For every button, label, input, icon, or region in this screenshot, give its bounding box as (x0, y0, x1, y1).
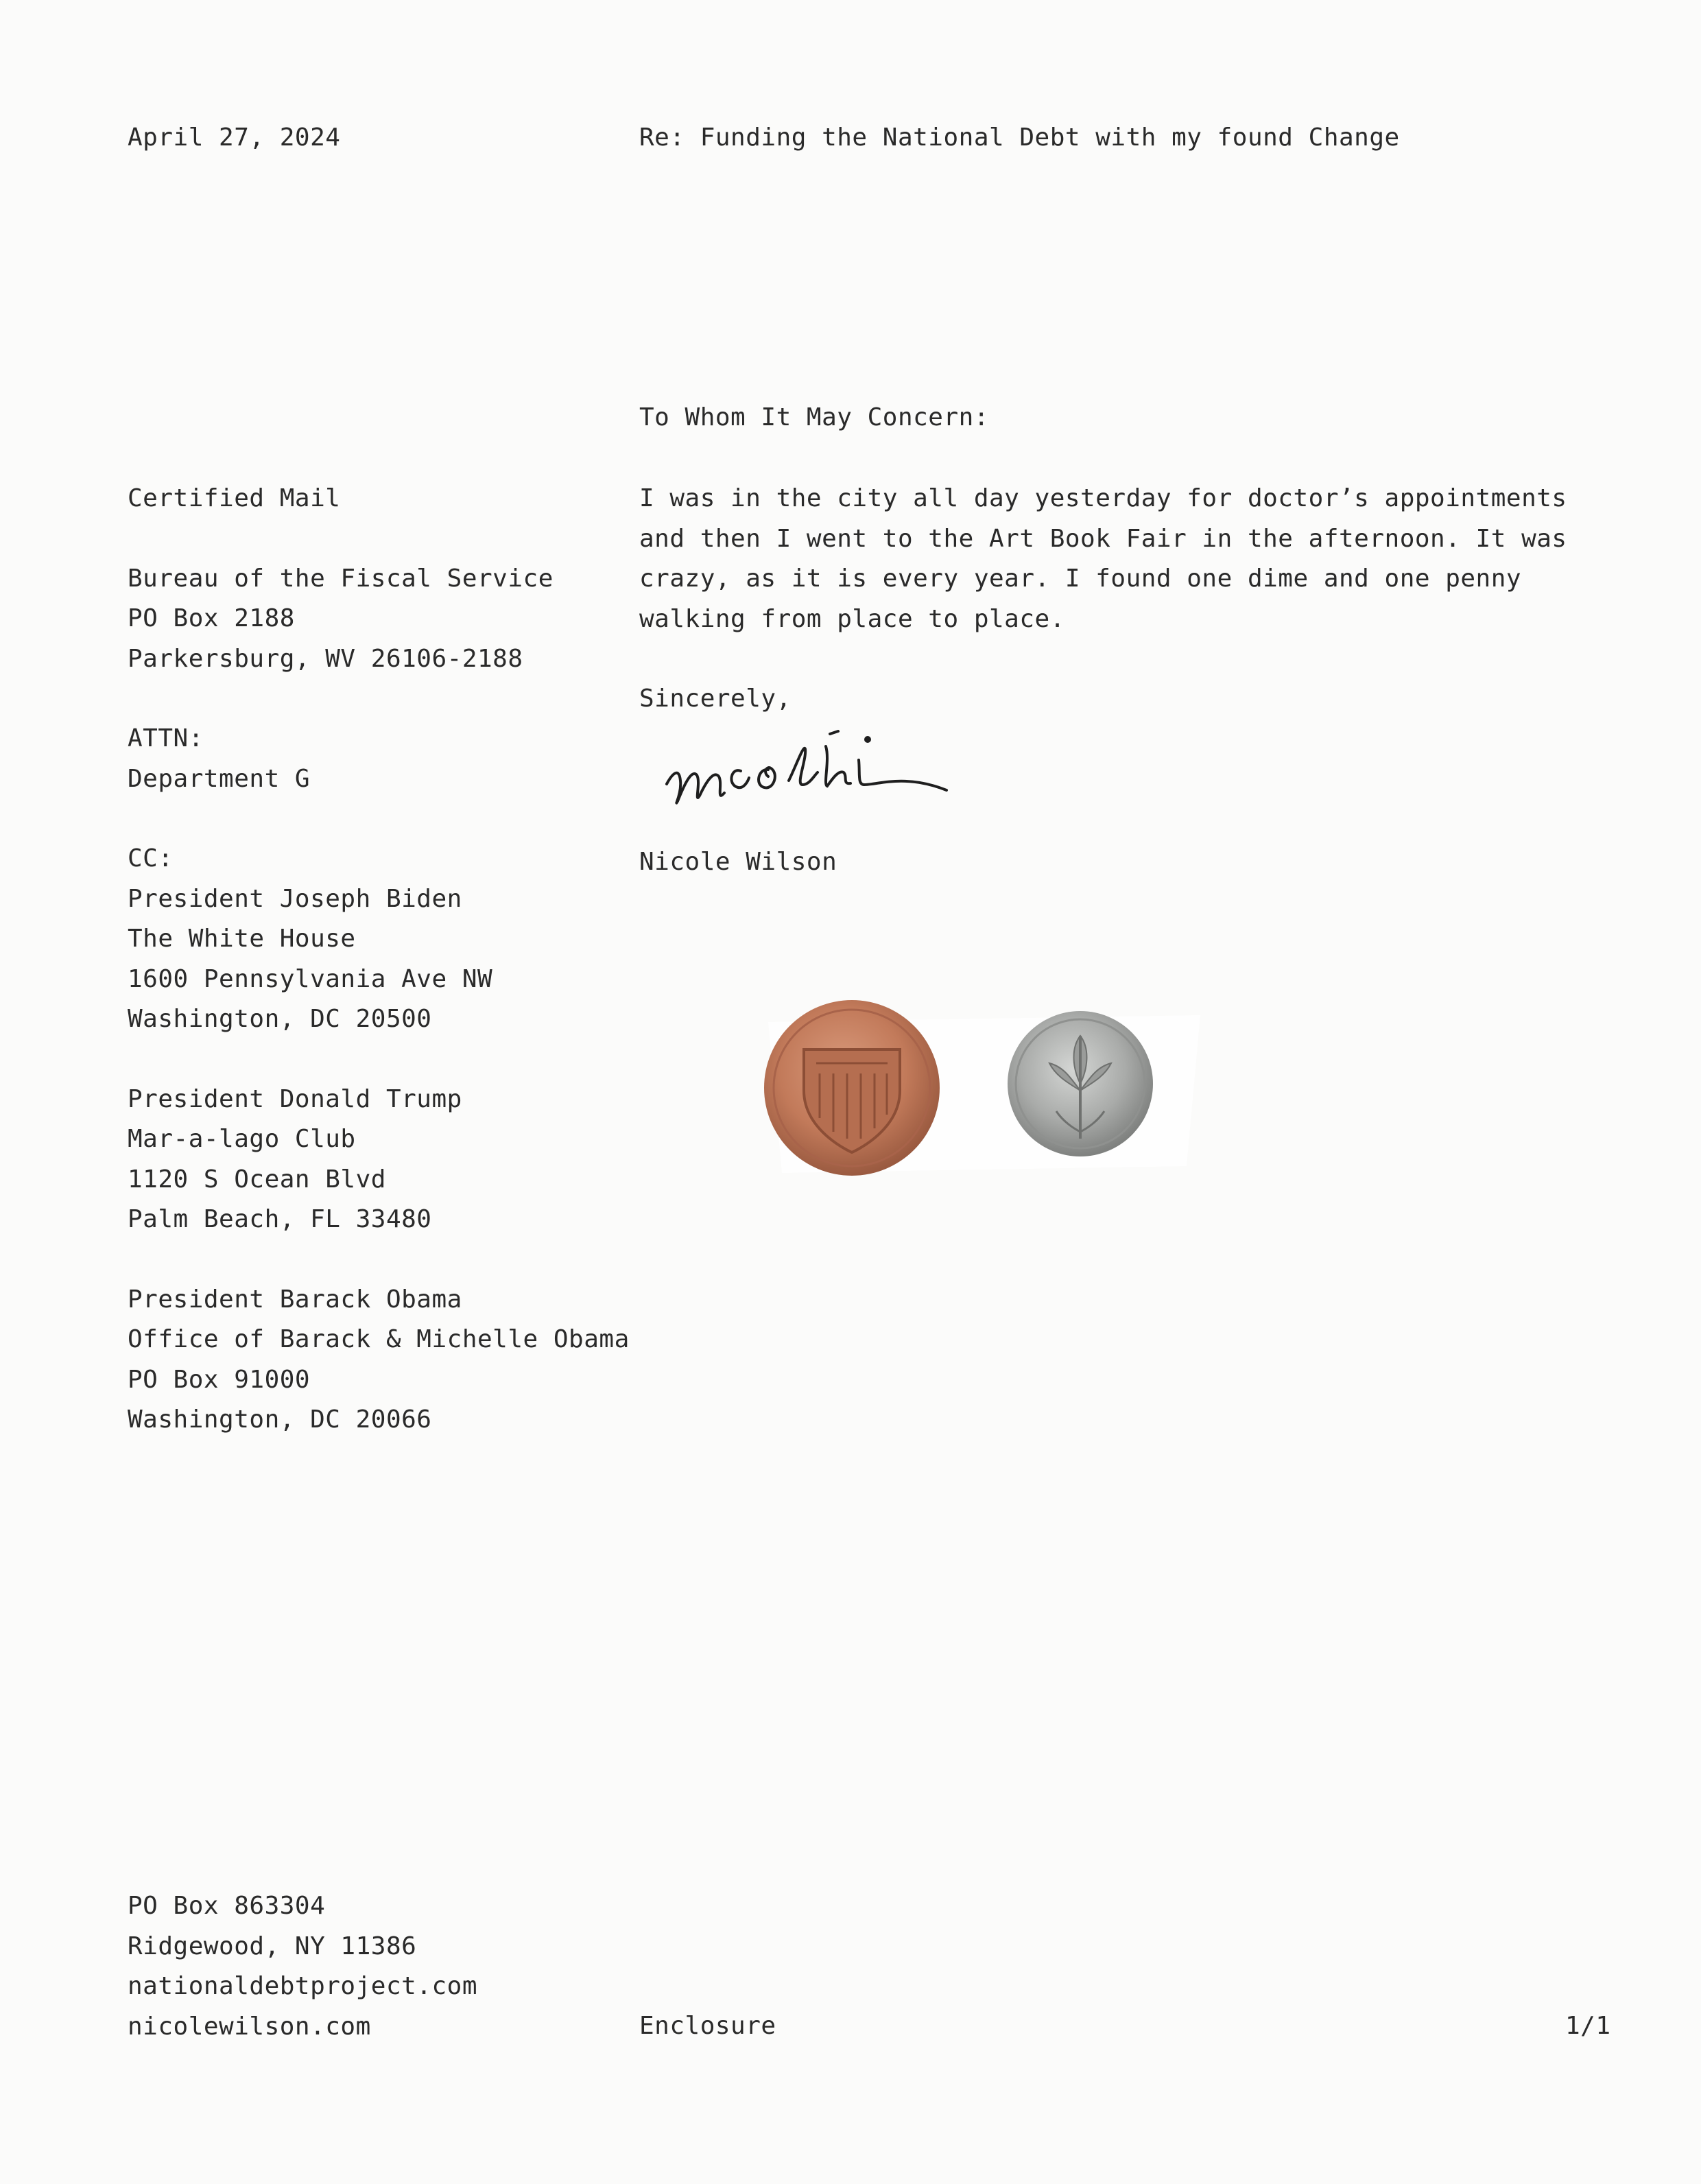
sender-name: Nicole Wilson (639, 848, 837, 876)
page-number: 1/1 (1565, 2012, 1611, 2040)
cc-line: Washington, DC 20066 (128, 1405, 432, 1434)
signature-image (658, 719, 974, 829)
letter-subject: Re: Funding the National Debt with my found Change (639, 123, 1400, 152)
cc-line: The White House (128, 925, 356, 953)
cc-line: Mar-a-lago Club (128, 1125, 356, 1153)
cc-line: President Donald Trump (128, 1084, 462, 1113)
cc-line: 1120 S Ocean Blvd (128, 1165, 386, 1194)
cc-line: 1600 Pennsylvania Ave NW (128, 964, 493, 993)
cc-label: CC: (128, 844, 174, 873)
recipient-line: PO Box 2188 (128, 604, 295, 632)
attn-value: Department G (128, 764, 311, 793)
cc-line: President Barack Obama (128, 1285, 462, 1314)
letter-date: April 27, 2024 (128, 123, 341, 152)
cc-line: Palm Beach, FL 33480 (128, 1205, 432, 1233)
cc-line: Washington, DC 20500 (128, 1005, 432, 1033)
enclosure-label: Enclosure (639, 2012, 776, 2040)
cc-line: PO Box 91000 (128, 1365, 311, 1394)
letter-body: I was in the city all day yesterday for doctor’s appointments and then I went to the Art Book Fair in the afternoon. It was crazy, as it is every year. I found one dime and one penny walking from place to place. (639, 484, 1567, 633)
coins-enclosure (727, 974, 1221, 1194)
sender-address-line: PO Box 863304 (128, 1892, 326, 1920)
closing: Sincerely, (639, 685, 792, 713)
penny-coin (764, 1000, 940, 1176)
recipient-block (128, 479, 630, 1440)
sender-address (128, 1886, 477, 2047)
salutation: To Whom It May Concern: (639, 403, 989, 431)
sender-website: nationaldebtproject.com (128, 1972, 477, 2000)
recipient-line: Parkersburg, WV 26106-2188 (128, 644, 523, 673)
mail-method: Certified Mail (128, 484, 341, 512)
sender-website: nicolewilson.com (128, 2012, 371, 2041)
cc-line: Office of Barack & Michelle Obama (128, 1325, 630, 1353)
cc-line: President Joseph Biden (128, 884, 462, 913)
recipient-line: Bureau of the Fiscal Service (128, 564, 554, 593)
sender-address-line: Ridgewood, NY 11386 (128, 1932, 417, 1960)
dime-coin (1008, 1011, 1153, 1156)
attn-label: ATTN: (128, 724, 204, 752)
